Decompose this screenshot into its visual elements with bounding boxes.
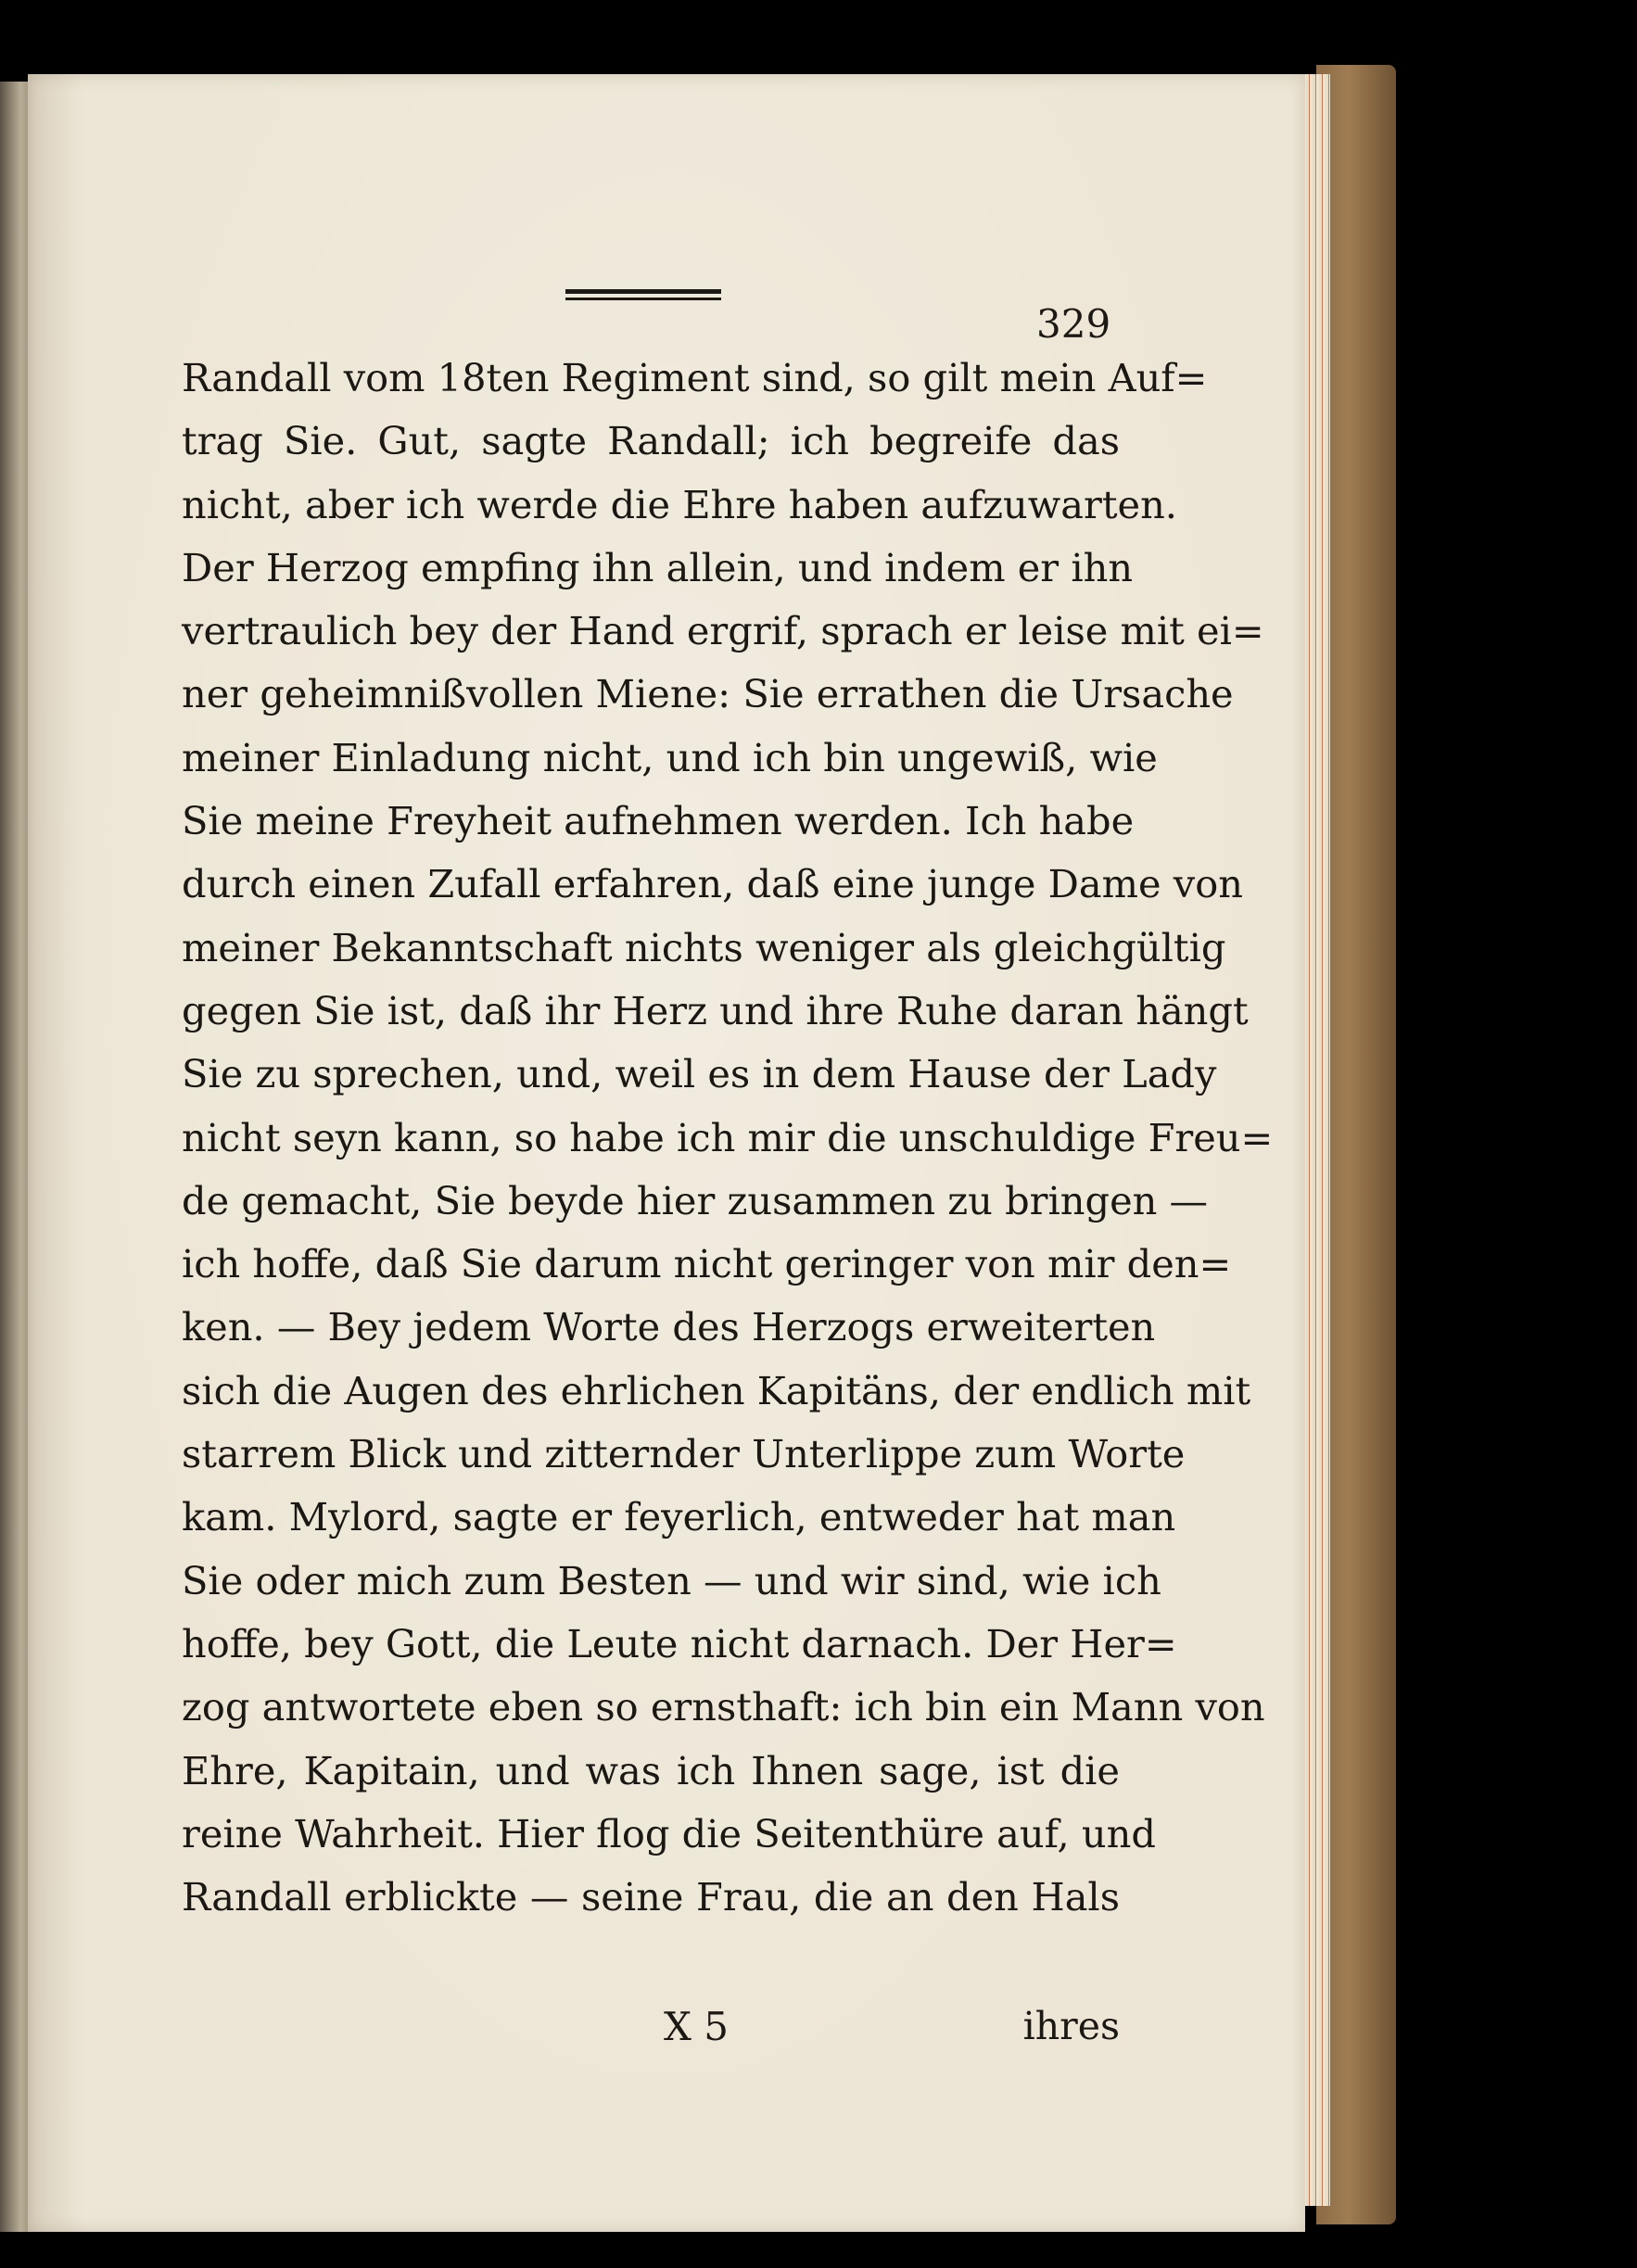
text-line: trag Sie. Gut, sagte Randall; ich begreife das (182, 418, 1120, 464)
body-text (182, 347, 1274, 1929)
text-line: nicht, aber ich werde die Ehre haben aufzuwarten. (182, 481, 1177, 527)
text-line: ken. — Bey jedem Worte des Herzogs erweiterten (182, 1304, 1156, 1350)
text-line: Randall vom 18ten Regiment sind, so gilt mein Auf= (182, 355, 1208, 400)
text-line: kam. Mylord, sagte er feyerlich, entweder hat man (182, 1494, 1176, 1540)
catchword: ihres (1022, 2004, 1120, 2048)
text-line: nicht seyn kann, so habe ich mir die unschuldige Freu= (182, 1114, 1274, 1160)
book-page (28, 74, 1305, 2232)
page-footer (182, 2000, 1120, 2056)
page-number: 329 (1036, 301, 1111, 347)
text-line: gegen Sie ist, daß ihr Herz und ihre Ruhe daran hängt (182, 987, 1249, 1033)
text-line: meiner Einladung nicht, und ich bin ungewiß, wie (182, 734, 1158, 780)
text-line: Randall erblickte — seine Frau, die an den Hals (182, 1874, 1120, 1920)
text-line: de gemacht, Sie beyde hier zusammen zu bringen — (182, 1177, 1209, 1223)
text-line: Sie meine Freyheit aufnehmen werden. Ich habe (182, 798, 1135, 844)
text-line: Der Herzog empfing ihn allein, und indem er ihn (182, 544, 1134, 590)
text-line: Sie zu sprechen, und, weil es in dem Hause der Lady (182, 1051, 1217, 1097)
header-rule-thin (565, 298, 721, 300)
text-line: Sie oder mich zum Besten — und wir sind, wie ich (182, 1557, 1161, 1603)
header-rule (565, 289, 721, 302)
text-line: meiner Bekanntschaft nichts weniger als gleichgültig (182, 924, 1226, 970)
text-line: Ehre, Kapitain, und was ich Ihnen sage, ist die (182, 1747, 1120, 1793)
text-line: durch einen Zufall erfahren, daß eine junge Dame von (182, 861, 1243, 907)
text-line: ich hoffe, daß Sie darum nicht geringer von mir den= (182, 1241, 1232, 1287)
text-line: starrem Blick und zitternder Unterlippe zum Worte (182, 1431, 1186, 1477)
header-rule-thick (565, 289, 721, 294)
text-line: vertraulich bey der Hand ergrif, sprach er leise mit ei= (182, 608, 1264, 654)
text-line: hoffe, bey Gott, die Leute nicht darnach. Der Her= (182, 1620, 1177, 1666)
text-line: ner geheimnißvollen Miene: Sie errathen die Ursache (182, 671, 1234, 717)
text-line: zog antwortete eben so ernsthaft: ich bin ein Mann von (182, 1684, 1265, 1730)
signature-mark: X 5 (664, 2004, 729, 2049)
text-line: reine Wahrheit. Hier flog die Seitenthüre auf, und (182, 1810, 1156, 1856)
text-line: sich die Augen des ehrlichen Kapitäns, der endlich mit (182, 1367, 1251, 1413)
